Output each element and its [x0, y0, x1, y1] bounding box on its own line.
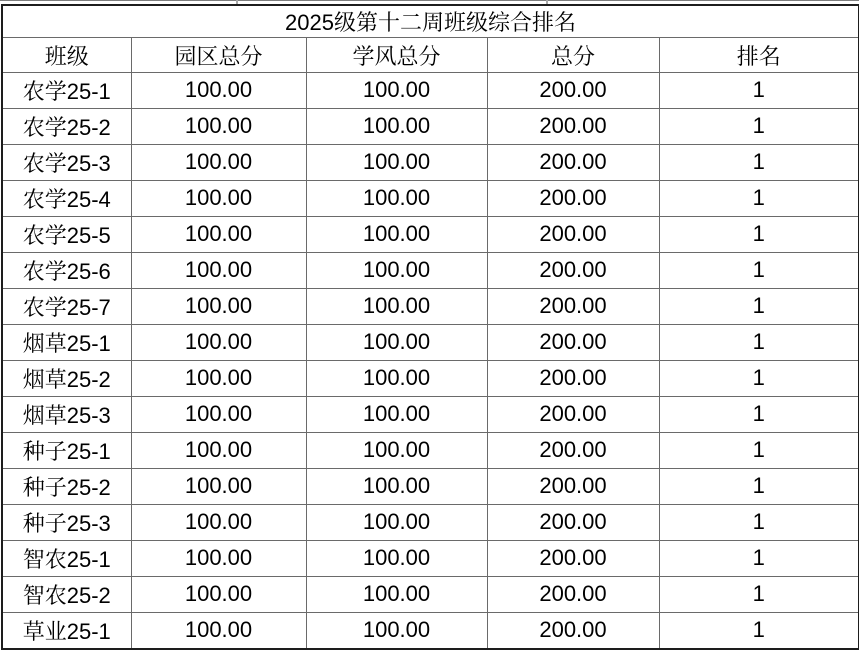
cell-total: 200.00: [487, 144, 659, 180]
cell-campus-score: 100.00: [131, 468, 306, 504]
cell-campus-score: 100.00: [131, 504, 306, 540]
cell-study-score: 100.00: [306, 468, 487, 504]
cell-campus-score: 100.00: [131, 360, 306, 396]
cell-study-score: 100.00: [306, 432, 487, 468]
cell-rank: 1: [659, 144, 859, 180]
cell-study-score: 100.00: [306, 396, 487, 432]
cell-class-name: 烟草25-3: [2, 396, 131, 432]
cell-campus-score: 100.00: [131, 288, 306, 324]
cell-study-score: 100.00: [306, 540, 487, 576]
cell-rank: 1: [659, 612, 859, 649]
cell-campus-score: 100.00: [131, 216, 306, 252]
table-row: [2, 468, 859, 504]
header-row: [2, 38, 859, 73]
table-title: 2025级第十二周班级综合排名: [2, 5, 859, 38]
cell-study-score: 100.00: [306, 108, 487, 144]
table-row: [2, 360, 859, 396]
column-header-class: 班级: [2, 38, 131, 73]
cell-study-score: 100.00: [306, 144, 487, 180]
table-row: [2, 576, 859, 612]
table-row: [2, 324, 859, 360]
cell-class-name: 农学25-3: [2, 144, 131, 180]
column-header-total: 总分: [487, 38, 659, 73]
cell-study-score: 100.00: [306, 576, 487, 612]
table-row: [2, 180, 859, 216]
cell-rank: 1: [659, 108, 859, 144]
table-row: [2, 540, 859, 576]
table-row: [2, 396, 859, 432]
table-row: [2, 612, 859, 649]
cell-class-name: 农学25-7: [2, 288, 131, 324]
cell-rank: 1: [659, 324, 859, 360]
cropped-gridline: [0, 0, 859, 1]
cell-total: 200.00: [487, 360, 659, 396]
cell-total: 200.00: [487, 540, 659, 576]
cell-class-name: 种子25-1: [2, 432, 131, 468]
table-body: [2, 73, 859, 650]
cell-class-name: 农学25-5: [2, 216, 131, 252]
cell-total: 200.00: [487, 432, 659, 468]
table-row: [2, 432, 859, 468]
column-header-study-score: 学风总分: [306, 38, 487, 73]
cell-class-name: 农学25-6: [2, 252, 131, 288]
cell-campus-score: 100.00: [131, 576, 306, 612]
cell-campus-score: 100.00: [131, 432, 306, 468]
cell-total: 200.00: [487, 468, 659, 504]
table-row: [2, 216, 859, 252]
table-row: [2, 144, 859, 180]
cell-campus-score: 100.00: [131, 144, 306, 180]
table-row: [2, 252, 859, 288]
cell-campus-score: 100.00: [131, 73, 306, 109]
cell-campus-score: 100.00: [131, 252, 306, 288]
title-row: [2, 5, 859, 38]
cell-total: 200.00: [487, 252, 659, 288]
cell-study-score: 100.00: [306, 324, 487, 360]
cell-class-name: 烟草25-1: [2, 324, 131, 360]
cell-rank: 1: [659, 540, 859, 576]
cell-rank: 1: [659, 73, 859, 109]
cell-study-score: 100.00: [306, 288, 487, 324]
cell-rank: 1: [659, 432, 859, 468]
cell-total: 200.00: [487, 216, 659, 252]
cell-campus-score: 100.00: [131, 324, 306, 360]
cell-total: 200.00: [487, 396, 659, 432]
cell-campus-score: 100.00: [131, 612, 306, 649]
cell-total: 200.00: [487, 108, 659, 144]
cell-class-name: 农学25-1: [2, 73, 131, 109]
cell-rank: 1: [659, 504, 859, 540]
cell-study-score: 100.00: [306, 73, 487, 109]
cell-study-score: 100.00: [306, 612, 487, 649]
cell-class-name: 种子25-2: [2, 468, 131, 504]
cell-class-name: 烟草25-2: [2, 360, 131, 396]
cell-total: 200.00: [487, 612, 659, 649]
table-row: [2, 108, 859, 144]
cell-rank: 1: [659, 468, 859, 504]
cell-total: 200.00: [487, 180, 659, 216]
cell-total: 200.00: [487, 288, 659, 324]
cell-total: 200.00: [487, 576, 659, 612]
cell-campus-score: 100.00: [131, 396, 306, 432]
cell-rank: 1: [659, 576, 859, 612]
cell-total: 200.00: [487, 73, 659, 109]
cell-study-score: 100.00: [306, 360, 487, 396]
cell-rank: 1: [659, 396, 859, 432]
column-header-campus-score: 园区总分: [131, 38, 306, 73]
table-row: [2, 504, 859, 540]
cell-campus-score: 100.00: [131, 108, 306, 144]
table-row: [2, 288, 859, 324]
cell-class-name: 智农25-2: [2, 576, 131, 612]
cell-rank: 1: [659, 360, 859, 396]
cell-class-name: 种子25-3: [2, 504, 131, 540]
table-row: [2, 73, 859, 109]
cell-rank: 1: [659, 288, 859, 324]
column-header-rank: 排名: [659, 38, 859, 73]
cell-class-name: 农学25-2: [2, 108, 131, 144]
cell-campus-score: 100.00: [131, 540, 306, 576]
cell-study-score: 100.00: [306, 216, 487, 252]
cell-class-name: 草业25-1: [2, 612, 131, 649]
cell-study-score: 100.00: [306, 252, 487, 288]
cell-rank: 1: [659, 252, 859, 288]
cell-study-score: 100.00: [306, 180, 487, 216]
ranking-table: [1, 4, 859, 650]
cell-class-name: 农学25-4: [2, 180, 131, 216]
cell-total: 200.00: [487, 324, 659, 360]
cell-rank: 1: [659, 180, 859, 216]
cell-total: 200.00: [487, 504, 659, 540]
cell-campus-score: 100.00: [131, 180, 306, 216]
cell-study-score: 100.00: [306, 504, 487, 540]
cell-class-name: 智农25-1: [2, 540, 131, 576]
cell-rank: 1: [659, 216, 859, 252]
